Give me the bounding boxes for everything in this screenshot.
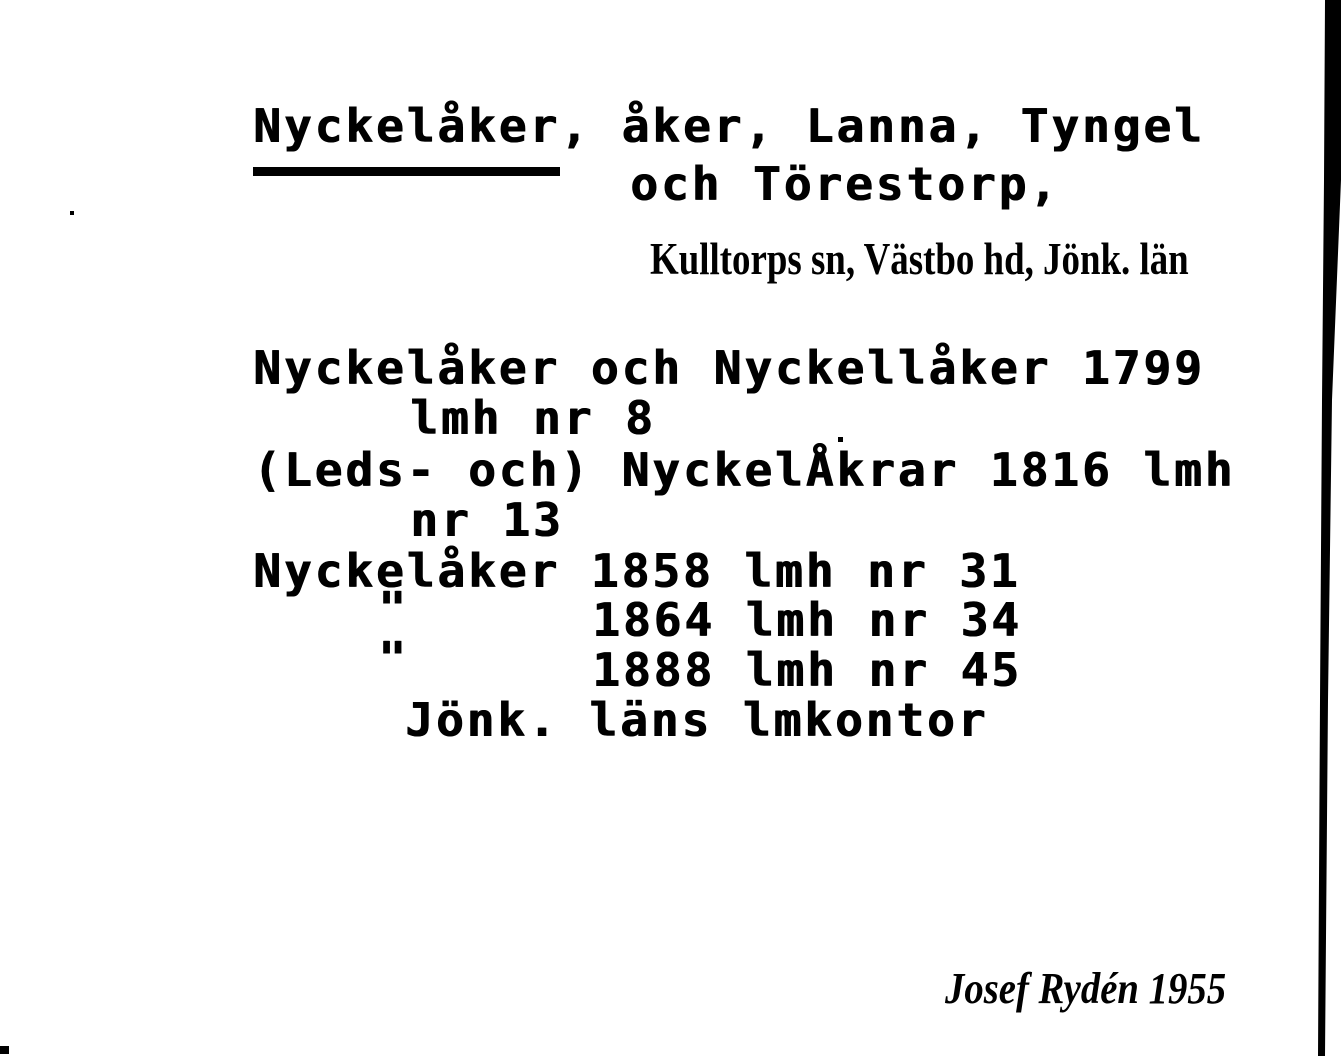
headword: Nyckelåker	[253, 99, 560, 176]
ditto-mark: "	[378, 582, 409, 636]
attestation-line: Jönk. läns lmkontor	[405, 693, 989, 747]
scan-speck	[838, 437, 843, 442]
location-line: Kulltorps sn, Västbo hd, Jönk. län	[650, 234, 1189, 284]
attestation-line: Nyckelåker och Nyckellåker 1799	[253, 341, 1205, 395]
attestation-line: lmh nr 8	[410, 391, 656, 445]
scan-speck	[70, 211, 74, 215]
title-line-2: och Törestorp,	[630, 157, 1060, 211]
attestation-line: 1864 lmh nr 34	[592, 593, 1022, 647]
headword-line-rest: , åker, Lanna, Tyngel	[559, 99, 1205, 153]
attestation-line: (Leds- och) NyckelÅkrar 1816 lmh	[253, 443, 1236, 497]
headword-line	[253, 99, 1205, 153]
scan-mark-bottom-left	[0, 1046, 9, 1054]
attestation-line: Nyckelåker 1858 lmh nr 31	[253, 544, 1021, 598]
attribution-line: Josef Rydén 1955	[945, 964, 1227, 1013]
scan-edge-band-right	[1318, 0, 1341, 1056]
attestation-line: 1888 lmh nr 45	[592, 643, 1022, 697]
attestation-line: nr 13	[410, 493, 564, 547]
ditto-mark: "	[378, 632, 409, 686]
